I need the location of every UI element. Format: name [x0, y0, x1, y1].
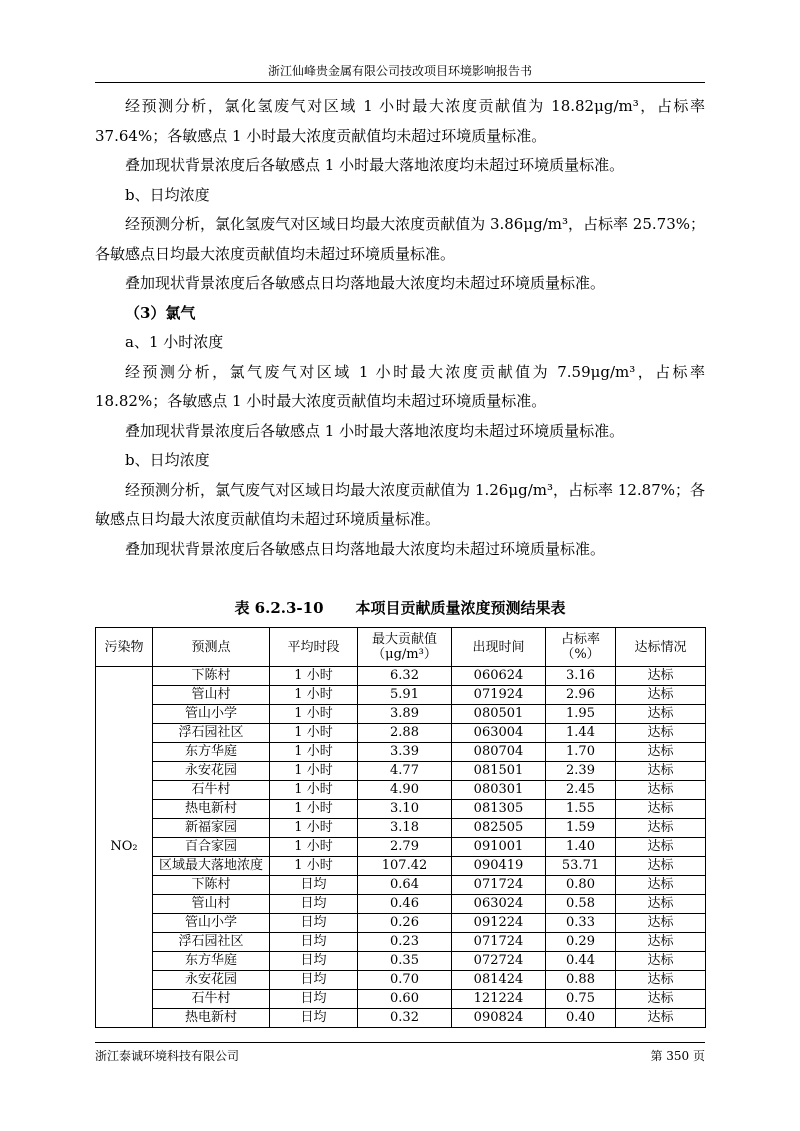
paragraph: 叠加现状背景浓度后各敏感点日均落地最大浓度均未超过环境质量标准。	[125, 539, 606, 558]
table-row	[96, 743, 706, 762]
table-header-row	[96, 628, 706, 667]
table-cell: 0.80	[546, 876, 616, 895]
table-cell: 1 小时	[270, 800, 358, 819]
table-cell: 072724	[452, 952, 546, 971]
table-cell: 浮石园社区	[153, 933, 270, 952]
table-cell: 1 小时	[270, 686, 358, 705]
table-cell: 0.88	[546, 971, 616, 990]
table-cell: 5.91	[358, 686, 452, 705]
table-cell: 区域最大落地浓度	[153, 857, 270, 876]
table-cell: 0.60	[358, 990, 452, 1009]
table-cell: 090824	[452, 1009, 546, 1028]
table-cell: 达标	[616, 800, 706, 819]
paragraph: 经预测分析，氯气废气对区域日均最大浓度贡献值为 1.26μg/m³，占标率 12.87%；各敏感点日均最大浓度贡献值均未超过环境质量标准。	[95, 480, 705, 528]
table-cell: 0.46	[358, 895, 452, 914]
column-header: 平均时段	[270, 628, 358, 667]
table-cell: 2.39	[546, 762, 616, 781]
table-row	[96, 705, 706, 724]
table-row	[96, 838, 706, 857]
table-cell: 新福家园	[153, 819, 270, 838]
table-cell: 达标	[616, 971, 706, 990]
table-cell: 1 小时	[270, 781, 358, 800]
table-cell: 东方华庭	[153, 743, 270, 762]
table-cell: 达标	[616, 838, 706, 857]
table-cell: 日均	[270, 1009, 358, 1028]
table-cell: 080704	[452, 743, 546, 762]
table-row	[96, 667, 706, 686]
table-cell: 081501	[452, 762, 546, 781]
table-cell: 达标	[616, 952, 706, 971]
table-cell: 082505	[452, 819, 546, 838]
table-cell: 百合家园	[153, 838, 270, 857]
column-header: 预测点	[153, 628, 270, 667]
table-cell: 071924	[452, 686, 546, 705]
table-row	[96, 971, 706, 990]
table-cell: 2.79	[358, 838, 452, 857]
table-cell: 0.44	[546, 952, 616, 971]
table-cell: 日均	[270, 952, 358, 971]
table-cell: 1 小时	[270, 667, 358, 686]
table-cell: 达标	[616, 724, 706, 743]
paragraph: 叠加现状背景浓度后各敏感点日均落地最大浓度均未超过环境质量标准。	[125, 274, 606, 292]
table-cell: 1.70	[546, 743, 616, 762]
table-cell: 永安花园	[153, 971, 270, 990]
table-cell: 1 小时	[270, 857, 358, 876]
table-cell: 0.33	[546, 914, 616, 933]
table-cell: 达标	[616, 667, 706, 686]
table-cell: 下陈村	[153, 876, 270, 895]
table-cell: 1.40	[546, 838, 616, 857]
table-row	[96, 933, 706, 952]
table-cell: 0.23	[358, 933, 452, 952]
table-cell: 1 小时	[270, 705, 358, 724]
footer-company: 浙江泰诚环境科技有限公司	[95, 1049, 240, 1063]
table-cell: 091224	[452, 914, 546, 933]
table-cell: 东方华庭	[153, 952, 270, 971]
table-cell: 达标	[616, 781, 706, 800]
table-cell: 日均	[270, 876, 358, 895]
table-cell: 4.77	[358, 762, 452, 781]
table-row	[96, 990, 706, 1009]
table-cell: 永安花园	[153, 762, 270, 781]
table-cell: 达标	[616, 933, 706, 952]
table-cell: 091001	[452, 838, 546, 857]
table-cell: 081305	[452, 800, 546, 819]
table-row	[96, 819, 706, 838]
table-cell: 071724	[452, 933, 546, 952]
table-cell: 管山村	[153, 686, 270, 705]
column-header: 最大贡献值（μg/m³）	[358, 628, 452, 667]
column-header: 占标率（%）	[546, 628, 616, 667]
column-header: 污染物	[96, 628, 153, 667]
table-cell: 0.64	[358, 876, 452, 895]
paragraph: 叠加现状背景浓度后各敏感点 1 小时最大落地浓度均未超过环境质量标准。	[125, 421, 625, 440]
table-cell: 0.75	[546, 990, 616, 1009]
table-cell: 1.95	[546, 705, 616, 724]
table-cell: 3.10	[358, 800, 452, 819]
table-cell: 3.39	[358, 743, 452, 762]
table-cell: 090419	[452, 857, 546, 876]
table-row	[96, 857, 706, 876]
table-cell: 石牛村	[153, 781, 270, 800]
table-cell: 达标	[616, 914, 706, 933]
table-cell: 107.42	[358, 857, 452, 876]
table-cell: 2.88	[358, 724, 452, 743]
table-cell: 日均	[270, 933, 358, 952]
paragraph: 经预测分析，氯化氢废气对区域日均最大浓度贡献值为 3.86μg/m³，占标率 25.73%；各敏感点日均最大浓度贡献值均未超过环境质量标准。	[95, 215, 705, 263]
table-cell: 1 小时	[270, 819, 358, 838]
table-cell: 管山小学	[153, 914, 270, 933]
table-cell: 达标	[616, 686, 706, 705]
table-cell: 日均	[270, 895, 358, 914]
table-cell: 热电新村	[153, 1009, 270, 1028]
table-cell: 下陈村	[153, 667, 270, 686]
table-cell: 1 小时	[270, 724, 358, 743]
table-cell: 1.44	[546, 724, 616, 743]
table-cell: 0.29	[546, 933, 616, 952]
table-cell: 53.71	[546, 857, 616, 876]
table-cell: 3.18	[358, 819, 452, 838]
table-row	[96, 1009, 706, 1028]
table-row	[96, 914, 706, 933]
table-cell: 达标	[616, 857, 706, 876]
table-cell: 管山村	[153, 895, 270, 914]
page-footer	[95, 1042, 705, 1064]
prediction-table	[95, 627, 706, 1028]
table-cell: 6.32	[358, 667, 452, 686]
table-cell: 0.26	[358, 914, 452, 933]
table-cell: 3.16	[546, 667, 616, 686]
table-row	[96, 895, 706, 914]
table-cell: 0.40	[546, 1009, 616, 1028]
column-header: 出现时间	[452, 628, 546, 667]
table-cell: 石牛村	[153, 990, 270, 1009]
table-cell: 121224	[452, 990, 546, 1009]
table-cell: 达标	[616, 876, 706, 895]
table-cell: 1 小时	[270, 743, 358, 762]
table-cell: 3.89	[358, 705, 452, 724]
table-cell: 080301	[452, 781, 546, 800]
table-number: 表 6.2.3-10	[234, 599, 324, 617]
table-row	[96, 762, 706, 781]
paragraph: 经预测分析，氯气废气对区域 1 小时最大浓度贡献值为 7.59μg/m³，占标率 18.82%；各敏感点 1 小时最大浓度贡献值均未超过环境质量标准。	[95, 362, 705, 410]
table-cell: 1.55	[546, 800, 616, 819]
table-row	[96, 686, 706, 705]
table-cell: 日均	[270, 914, 358, 933]
table-cell: 063024	[452, 895, 546, 914]
table-cell: 达标	[616, 762, 706, 781]
table-cell: 2.96	[546, 686, 616, 705]
paragraph: 经预测分析，氯化氢废气对区域 1 小时最大浓度贡献值为 18.82μg/m³，占标率 37.64%；各敏感点 1 小时最大浓度贡献值均未超过环境质量标准。	[95, 97, 705, 145]
table-row	[96, 800, 706, 819]
table-caption	[95, 597, 705, 618]
paragraph: b、日均浓度	[125, 451, 210, 469]
table-cell: 达标	[616, 705, 706, 724]
body-text	[95, 92, 705, 564]
table-row	[96, 876, 706, 895]
table-cell: 0.35	[358, 952, 452, 971]
table-cell: 达标	[616, 819, 706, 838]
table-row	[96, 952, 706, 971]
table-cell: 日均	[270, 990, 358, 1009]
table-cell: 日均	[270, 971, 358, 990]
table-cell: 达标	[616, 990, 706, 1009]
paragraph: b、日均浓度	[125, 185, 210, 204]
page-header: 浙江仙峰贵金属有限公司技改项目环境影响报告书	[95, 62, 705, 83]
table-cell: 2.45	[546, 781, 616, 800]
pollutant-cell: NO₂	[96, 667, 153, 1028]
paragraph: a、1 小时浓度	[125, 333, 224, 351]
table-cell: 1 小时	[270, 762, 358, 781]
table-cell: 达标	[616, 743, 706, 762]
table-cell: 达标	[616, 895, 706, 914]
table-cell: 达标	[616, 1009, 706, 1028]
column-header: 达标情况	[616, 628, 706, 667]
table-cell: 0.58	[546, 895, 616, 914]
paragraph: （3）氯气	[125, 303, 196, 322]
table-cell: 071724	[452, 876, 546, 895]
table-cell: 管山小学	[153, 705, 270, 724]
footer-page-number: 第 350 页	[650, 1049, 705, 1063]
table-row	[96, 724, 706, 743]
table-cell: 热电新村	[153, 800, 270, 819]
paragraph: 叠加现状背景浓度后各敏感点 1 小时最大落地浓度均未超过环境质量标准。	[125, 156, 625, 174]
table-cell: 4.90	[358, 781, 452, 800]
table-cell: 063004	[452, 724, 546, 743]
table-cell: 1.59	[546, 819, 616, 838]
table-title: 本项目贡献质量浓度预测结果表	[355, 599, 566, 617]
table-cell: 浮石园社区	[153, 724, 270, 743]
table-cell: 081424	[452, 971, 546, 990]
table-cell: 0.32	[358, 1009, 452, 1028]
table-cell: 0.70	[358, 971, 452, 990]
table-cell: 060624	[452, 667, 546, 686]
table-cell: 080501	[452, 705, 546, 724]
table-cell: 1 小时	[270, 838, 358, 857]
table-row	[96, 781, 706, 800]
